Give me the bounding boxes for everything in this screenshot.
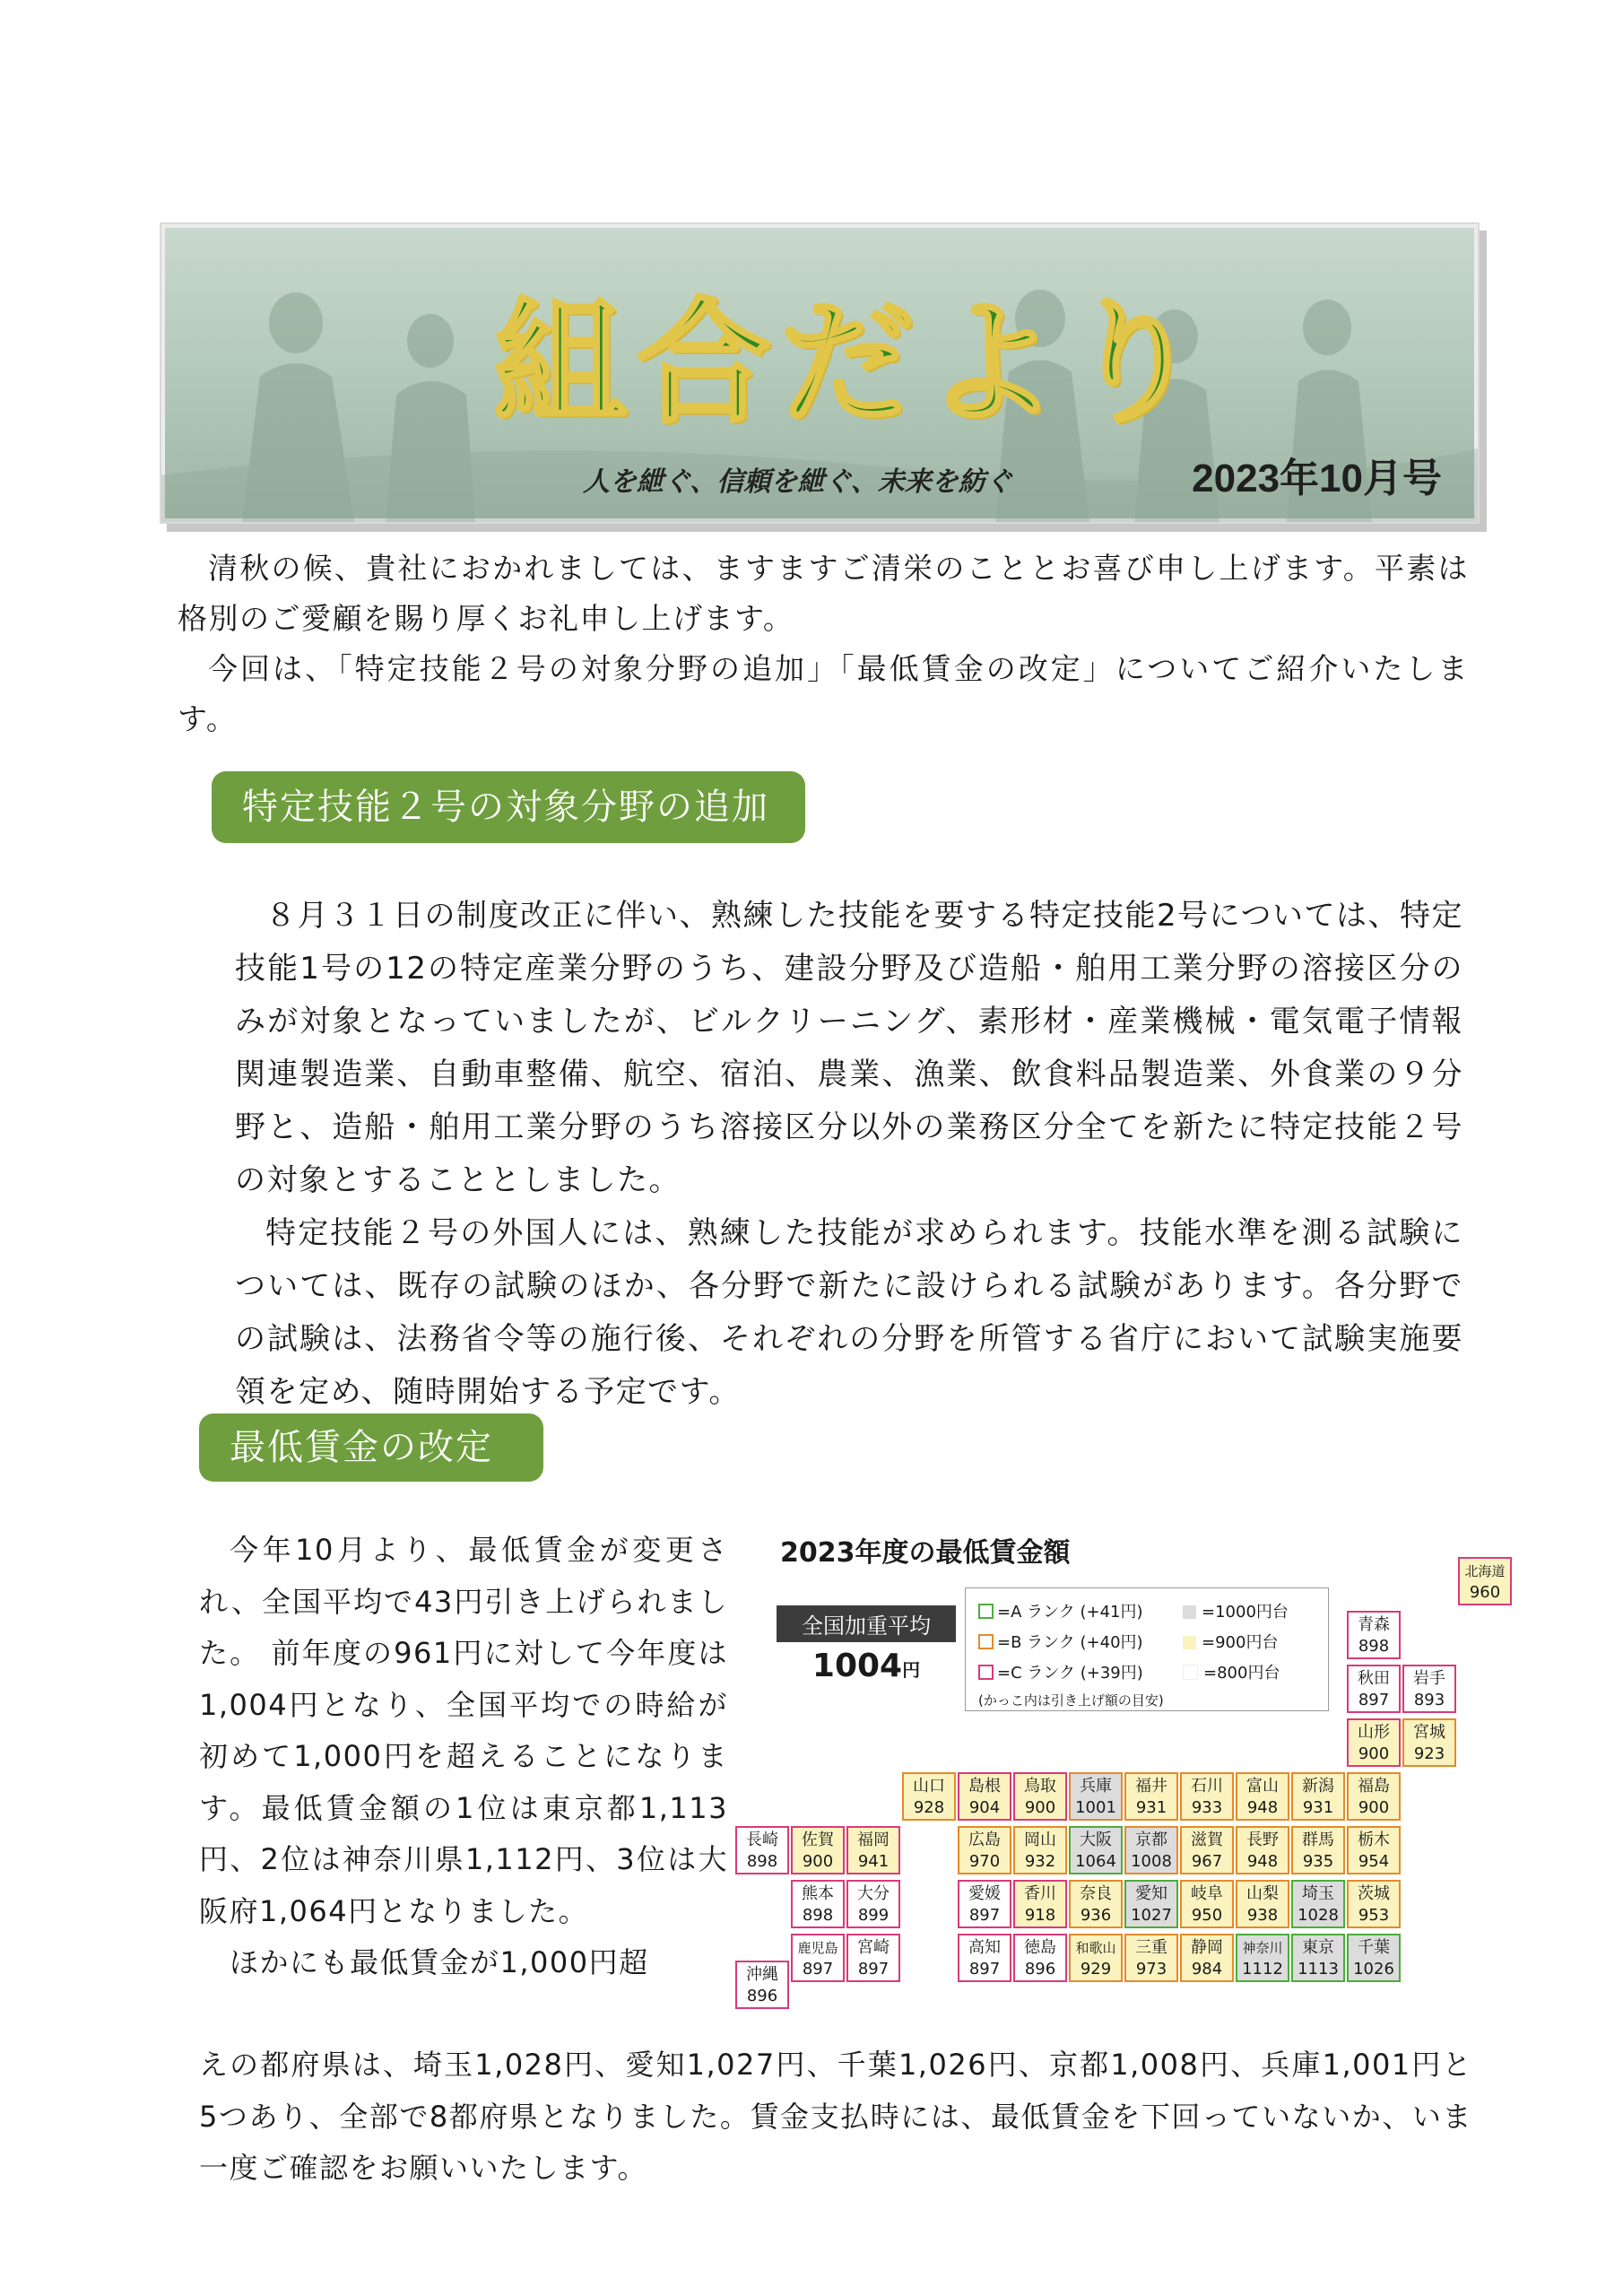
prefecture-wage: 896 bbox=[1024, 1960, 1056, 1979]
prefecture-wage: 900 bbox=[1358, 1744, 1390, 1763]
prefecture-cell bbox=[791, 1934, 845, 1982]
prefecture-cell bbox=[791, 1880, 845, 1928]
prefecture-wage: 954 bbox=[1358, 1852, 1390, 1871]
prefecture-wage: 928 bbox=[913, 1798, 945, 1817]
prefecture-wage: 935 bbox=[1302, 1852, 1334, 1871]
prefecture-cell bbox=[1069, 1772, 1123, 1821]
prefecture-cell bbox=[1347, 1880, 1401, 1928]
prefecture-name: 福島 bbox=[1358, 1777, 1390, 1796]
prefecture-wage: 893 bbox=[1413, 1691, 1445, 1709]
legend-note: (かっこ内は引き上げ額の目安) bbox=[978, 1692, 1164, 1709]
prefecture-cell bbox=[846, 1934, 900, 1982]
section-body-tokutei-gino bbox=[235, 890, 1463, 1419]
prefecture-wage: 933 bbox=[1191, 1798, 1223, 1817]
prefecture-name: 鳥取 bbox=[1024, 1777, 1056, 1796]
fill-1000-swatch-icon bbox=[1183, 1605, 1196, 1619]
prefecture-cell bbox=[902, 1772, 956, 1821]
prefecture-name: 埼玉 bbox=[1302, 1884, 1334, 1903]
prefecture-wage: 953 bbox=[1358, 1906, 1390, 1925]
legend-label: =C ランク (+39円) bbox=[997, 1664, 1143, 1683]
prefecture-name: 山形 bbox=[1358, 1723, 1390, 1742]
prefecture-cell bbox=[1402, 1718, 1456, 1767]
prefecture-cell bbox=[958, 1826, 1011, 1874]
intro-paragraph: 清秋の候、貴社におかれましては、ますますご清栄のこととお喜び申し上げます。平素は格別のご愛顧を賜り厚くお礼申し上げます。 bbox=[178, 551, 1469, 636]
section-heading-tokutei-gino: 特定技能２号の対象分野の追加 bbox=[212, 771, 805, 843]
prefecture-name: 広島 bbox=[968, 1831, 1001, 1849]
masthead-banner bbox=[160, 222, 1480, 524]
prefecture-name: 愛知 bbox=[1135, 1884, 1167, 1903]
prefecture-wage: 1026 bbox=[1353, 1960, 1394, 1979]
prefecture-wage: 950 bbox=[1191, 1906, 1223, 1925]
prefecture-cell bbox=[1347, 1611, 1401, 1659]
average-unit: 円 bbox=[902, 1659, 921, 1681]
prefecture-cell bbox=[735, 1826, 789, 1874]
prefecture-cell bbox=[1347, 1934, 1401, 1982]
prefecture-cell bbox=[1013, 1880, 1067, 1928]
prefecture-wage: 898 bbox=[746, 1852, 778, 1871]
prefecture-wage: 948 bbox=[1246, 1852, 1279, 1871]
national-average-label: 全国加重平均 bbox=[777, 1605, 956, 1642]
prefecture-name: 香川 bbox=[1024, 1884, 1056, 1903]
prefecture-name: 群馬 bbox=[1302, 1831, 1334, 1849]
prefecture-cell bbox=[1069, 1880, 1123, 1928]
rank-c-swatch-icon bbox=[978, 1665, 994, 1680]
rank-a-swatch-icon bbox=[978, 1604, 994, 1619]
fill-800-swatch-icon bbox=[1183, 1665, 1198, 1680]
prefecture-name: 青森 bbox=[1358, 1615, 1390, 1634]
prefecture-cell bbox=[846, 1880, 900, 1928]
prefecture-wage: 900 bbox=[1024, 1798, 1056, 1817]
prefecture-name: 山口 bbox=[913, 1777, 945, 1796]
prefecture-cell bbox=[958, 1772, 1011, 1821]
prefecture-wage: 929 bbox=[1080, 1960, 1112, 1979]
prefecture-name: 大阪 bbox=[1080, 1831, 1112, 1849]
prefecture-name: 栃木 bbox=[1358, 1831, 1390, 1849]
average-number: 1004 bbox=[812, 1648, 903, 1684]
prefecture-cell bbox=[1291, 1934, 1345, 1982]
prefecture-cell bbox=[1013, 1934, 1067, 1982]
legend-rank-b bbox=[978, 1630, 1143, 1653]
prefecture-name: 宮城 bbox=[1413, 1723, 1445, 1742]
prefecture-name: 北海道 bbox=[1464, 1563, 1506, 1579]
prefecture-cell bbox=[1180, 1880, 1234, 1928]
issue-date: 2023年10月号 bbox=[1192, 457, 1442, 500]
chart-title: 2023年度の最低賃金額 bbox=[780, 1537, 1071, 1569]
prefecture-wage: 1113 bbox=[1298, 1960, 1339, 1979]
newsletter-tagline: 人を紲ぐ、信頼を紲ぐ、未来を紡ぐ bbox=[583, 466, 1012, 498]
prefecture-name: 和歌山 bbox=[1075, 1940, 1116, 1956]
prefecture-name: 秋田 bbox=[1358, 1669, 1390, 1688]
prefecture-name: 福岡 bbox=[857, 1831, 890, 1849]
prefecture-wage: 931 bbox=[1302, 1798, 1334, 1817]
prefecture-name: 千葉 bbox=[1358, 1938, 1390, 1957]
national-average-box bbox=[777, 1605, 956, 1684]
prefecture-cell bbox=[1236, 1772, 1289, 1821]
prefecture-cell bbox=[1180, 1826, 1234, 1874]
prefecture-name: 石川 bbox=[1191, 1777, 1223, 1796]
intro-paragraph: 今回は、「特定技能２号の対象分野の追加」「最低賃金の改定」についてご紹介いたします。 bbox=[178, 651, 1469, 736]
prefecture-cell bbox=[1458, 1557, 1512, 1605]
intro-text bbox=[178, 544, 1469, 744]
prefecture-cell bbox=[1347, 1665, 1401, 1713]
prefecture-name: 岐阜 bbox=[1191, 1884, 1223, 1903]
prefecture-wage: 897 bbox=[802, 1960, 834, 1979]
prefecture-wage: 923 bbox=[1413, 1744, 1445, 1763]
prefecture-name: 静岡 bbox=[1191, 1938, 1223, 1957]
legend-label: =A ランク (+41円) bbox=[997, 1603, 1143, 1622]
prefecture-wage: 918 bbox=[1024, 1906, 1056, 1925]
body-paragraph: ほかにも最低賃金が1,000円超 bbox=[230, 1945, 649, 1979]
prefecture-wage: 967 bbox=[1191, 1852, 1223, 1871]
prefecture-wage: 1027 bbox=[1131, 1906, 1172, 1925]
prefecture-name: 新潟 bbox=[1302, 1777, 1334, 1796]
legend-label: =900円台 bbox=[1202, 1633, 1279, 1652]
prefecture-cell bbox=[1291, 1772, 1345, 1821]
prefecture-name: 滋賀 bbox=[1191, 1831, 1223, 1849]
prefecture-cell bbox=[846, 1826, 900, 1874]
prefecture-wage: 941 bbox=[857, 1852, 890, 1871]
prefecture-name: 長野 bbox=[1246, 1831, 1279, 1849]
prefecture-name: 京都 bbox=[1135, 1831, 1167, 1849]
prefecture-name: 高知 bbox=[968, 1938, 1001, 1957]
prefecture-cell bbox=[1180, 1772, 1234, 1821]
prefecture-name: 島根 bbox=[968, 1777, 1001, 1796]
legend-fill-800 bbox=[1183, 1660, 1280, 1683]
prefecture-name: 沖縄 bbox=[746, 1965, 778, 1984]
prefecture-cell bbox=[1013, 1772, 1067, 1821]
prefecture-name: 山梨 bbox=[1246, 1884, 1279, 1903]
national-average-value bbox=[777, 1648, 956, 1684]
prefecture-cell bbox=[1069, 1934, 1123, 1982]
prefecture-cell bbox=[1347, 1718, 1401, 1767]
section-body-minimum-wage bbox=[199, 1525, 728, 1989]
rank-b-swatch-icon bbox=[978, 1634, 994, 1649]
prefecture-name: 長崎 bbox=[746, 1831, 778, 1849]
prefecture-name: 奈良 bbox=[1080, 1884, 1112, 1903]
prefecture-name: 熊本 bbox=[802, 1884, 834, 1903]
legend-fill-900 bbox=[1183, 1630, 1278, 1653]
prefecture-wage: 932 bbox=[1024, 1852, 1056, 1871]
prefecture-cell bbox=[1291, 1880, 1345, 1928]
prefecture-wage: 1112 bbox=[1242, 1960, 1283, 1979]
prefecture-name: 福井 bbox=[1135, 1777, 1167, 1796]
prefecture-name: 大分 bbox=[857, 1884, 890, 1903]
prefecture-wage: 931 bbox=[1135, 1798, 1167, 1817]
legend-rank-a bbox=[978, 1599, 1143, 1622]
body-paragraph: 今年10月より、最低賃金が変更され、全国平均で43円引き上げられました。 前年度の961円に対して今年度は1,004円となり、全国平均での時給が初めて1,000円を超えることになります。最低賃金額の1位は東京都1,113円、2位は神奈川県1,112円、3位は大阪府1,064円となりました。 bbox=[199, 1533, 728, 1928]
prefecture-name: 徳島 bbox=[1024, 1938, 1056, 1957]
body-paragraph: ８月３１日の制度改正に伴い、熟練した技能を要する特定技能2号については、特定技能1号の12の特定産業分野のうち、建設分野及び造船・舶用工業分野の溶接区分のみが対象となっていましたが、ビルクリーニング、素形材・産業機械・電気電子情報関連製造業、自動車整備、航空、宿泊、農業、漁業、飲食料品製造業、外食業の９分野と、造船・舶用工業分野のうち溶接区分以外の業務区分全てを新たに特定技能２号の対象とすることとしました。 bbox=[235, 898, 1463, 1198]
prefecture-name: 富山 bbox=[1246, 1777, 1279, 1796]
prefecture-wage: 897 bbox=[857, 1960, 890, 1979]
prefecture-wage: 904 bbox=[968, 1798, 1001, 1817]
newsletter-title: 組合だより bbox=[493, 284, 1211, 442]
prefecture-name: 愛媛 bbox=[968, 1884, 1001, 1903]
prefecture-cell bbox=[1236, 1934, 1289, 1982]
prefecture-name: 兵庫 bbox=[1080, 1777, 1112, 1796]
legend-fill-1000 bbox=[1183, 1599, 1289, 1622]
prefecture-cell bbox=[958, 1934, 1011, 1982]
prefecture-cell bbox=[1124, 1934, 1178, 1982]
prefecture-name: 岩手 bbox=[1413, 1669, 1445, 1688]
legend-rank-c bbox=[978, 1660, 1143, 1683]
prefecture-wage: 898 bbox=[1358, 1637, 1390, 1656]
prefecture-wage: 900 bbox=[1358, 1798, 1390, 1817]
prefecture-cell bbox=[1124, 1880, 1178, 1928]
prefecture-wage: 973 bbox=[1135, 1960, 1167, 1979]
prefecture-wage: 897 bbox=[1358, 1691, 1390, 1709]
prefecture-cell bbox=[1347, 1826, 1401, 1874]
prefecture-wage: 896 bbox=[746, 1987, 778, 2005]
prefecture-wage: 936 bbox=[1080, 1906, 1112, 1925]
prefecture-name: 東京 bbox=[1302, 1938, 1334, 1957]
prefecture-wage: 900 bbox=[802, 1852, 834, 1871]
prefecture-wage: 1028 bbox=[1298, 1906, 1339, 1925]
prefecture-wage: 938 bbox=[1246, 1906, 1279, 1925]
prefecture-wage: 948 bbox=[1246, 1798, 1279, 1817]
prefecture-cell bbox=[1013, 1826, 1067, 1874]
section-heading-minimum-wage: 最低賃金の改定 bbox=[199, 1413, 543, 1482]
prefecture-name: 宮崎 bbox=[857, 1938, 890, 1957]
chart-legend bbox=[965, 1587, 1329, 1711]
prefecture-cell bbox=[735, 1961, 789, 2009]
prefecture-cell bbox=[1124, 1826, 1178, 1874]
prefecture-cell bbox=[1069, 1826, 1123, 1874]
prefecture-wage: 897 bbox=[968, 1906, 1001, 1925]
prefecture-cell bbox=[1236, 1826, 1289, 1874]
prefecture-wage: 897 bbox=[968, 1960, 1001, 1979]
prefecture-name: 佐賀 bbox=[802, 1831, 834, 1849]
prefecture-cell bbox=[1347, 1772, 1401, 1821]
legend-label: =B ランク (+40円) bbox=[997, 1633, 1143, 1652]
body-paragraph: 特定技能２号の外国人には、熟練した技能が求められます。技能水準を測る試験については、既存の試験のほか、各分野で新たに設けられる試験があります。各分野での試験は、法務省令等の施行後、それぞれの分野を所管する省庁において試験実施要領を定め、随時開始する予定です。 bbox=[235, 1215, 1463, 1410]
prefecture-wage: 899 bbox=[857, 1906, 890, 1925]
prefecture-cell bbox=[1291, 1826, 1345, 1874]
prefecture-name: 岡山 bbox=[1024, 1831, 1056, 1849]
prefecture-cell bbox=[791, 1826, 845, 1874]
fill-900-swatch-icon bbox=[1183, 1636, 1196, 1649]
prefecture-wage: 984 bbox=[1191, 1960, 1223, 1979]
body-paragraph-continued: えの都府県は、埼玉1,028円、愛知1,027円、千葉1,026円、京都1,008円、兵庫1,001円と5つあり、全部で8都府県となりました。賃金支払時には、最低賃金を下回っていないか、いま一度ご確認をお願いいたします。 bbox=[199, 2048, 1472, 2185]
prefecture-name: 鹿児島 bbox=[797, 1940, 838, 1956]
prefecture-wage: 1064 bbox=[1075, 1852, 1116, 1871]
prefecture-cell bbox=[958, 1880, 1011, 1928]
prefecture-wage: 898 bbox=[802, 1906, 834, 1925]
prefecture-wage: 970 bbox=[968, 1852, 1001, 1871]
legend-label: =800円台 bbox=[1203, 1664, 1280, 1683]
prefecture-name: 神奈川 bbox=[1242, 1940, 1283, 1956]
prefecture-name: 三重 bbox=[1135, 1938, 1167, 1957]
prefecture-cell bbox=[1402, 1665, 1456, 1713]
prefecture-wage: 1001 bbox=[1075, 1798, 1116, 1817]
prefecture-wage: 1008 bbox=[1131, 1852, 1172, 1871]
prefecture-cell bbox=[1124, 1772, 1178, 1821]
prefecture-cell bbox=[1236, 1880, 1289, 1928]
prefecture-cell bbox=[1180, 1934, 1234, 1982]
prefecture-wage: 960 bbox=[1469, 1583, 1501, 1602]
legend-label: =1000円台 bbox=[1202, 1603, 1289, 1622]
prefecture-name: 茨城 bbox=[1358, 1884, 1390, 1903]
